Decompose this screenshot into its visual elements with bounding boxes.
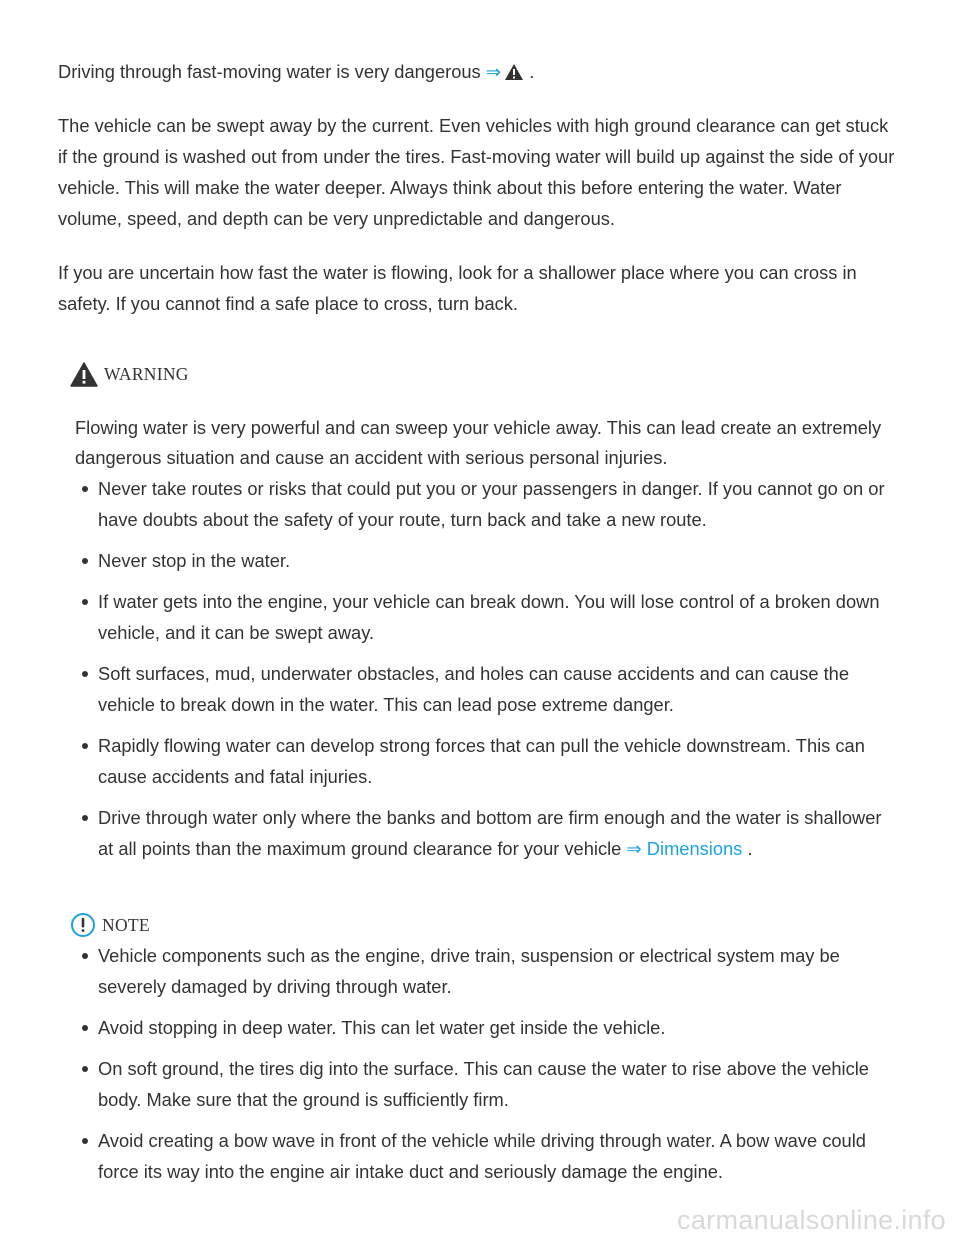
warning-heading-label: WARNING	[104, 363, 189, 384]
manual-page	[58, 56, 898, 1187]
warning-triangle-icon	[70, 362, 98, 387]
note-heading-label: NOTE	[102, 914, 150, 935]
list-item: On soft ground, the tires dig into the surface. This can cause the water to rise above the vehicle body. Make sure that the ground is sufficiently firm.	[70, 1053, 898, 1115]
list-item: If water gets into the engine, your vehicle can break down. You will lose control of a broken down vehicle, and it can be swept away.	[70, 586, 898, 648]
list-item: Avoid creating a bow wave in front of the vehicle while driving through water. A bow wave could force its way into the engine air intake duct and seriously damage the engine.	[70, 1125, 898, 1187]
paragraph-uncertain: If you are uncertain how fast the water is flowing, look for a shallower place where you can cross in safety. If you cannot find a safe place to cross, turn back.	[58, 262, 857, 314]
intro-line	[58, 56, 898, 87]
warning-triangle-icon	[504, 63, 524, 81]
watermark: carmanualsonline.info	[677, 1205, 946, 1235]
list-item: Never take routes or risks that could put you or your passengers in danger. If you cannot go on or have doubts about the safety of your route, turn back and take a new route.	[70, 473, 898, 535]
note-heading	[70, 910, 898, 940]
list-item: Soft surfaces, mud, underwater obstacles, and holes can cause accidents and can cause the vehicle to break down in the water. This can lead pose extreme danger.	[70, 658, 898, 720]
note-list	[70, 940, 898, 1187]
list-item: Never stop in the water.	[70, 545, 898, 576]
intro-line-text: Driving through fast-moving water is very dangerous	[58, 61, 486, 82]
paragraph-current: The vehicle can be swept away by the current. Even vehicles with high ground clearance can get stuck if the ground is washed out from under the tires. Fast-moving water will build up against the side of your vehicle. This will make the water deeper. Always think about this before entering the water. Water volume, speed, and depth can be very unpredictable and dangerous.	[58, 115, 895, 229]
list-item: Rapidly flowing water can develop strong forces that can pull the vehicle downstream. This can cause accidents and fatal injuries.	[70, 730, 898, 792]
list-item: Vehicle components such as the engine, drive train, suspension or electrical system may be severely damaged by driving through water.	[70, 940, 898, 1002]
list-item: Avoid stopping in deep water. This can let water get inside the vehicle.	[70, 1012, 898, 1043]
dimensions-link[interactable]: ⇒ Dimensions	[626, 838, 743, 859]
note-box	[58, 910, 898, 1187]
warning-list	[70, 473, 898, 864]
intro-line-end: .	[524, 61, 535, 82]
warning-box	[58, 359, 898, 864]
warning-reference-link[interactable]: ⇒	[486, 61, 524, 82]
warning-intro: Flowing water is very powerful and can sweep your vehicle away. This can lead create an extremely dangerous situation and cause an accident with serious personal injuries.	[75, 417, 882, 468]
list-item: Drive through water only where the banks and bottom are firm enough and the water is shallower at all points than the maximum ground clearance for your vehicle ⇒ Dimensions .	[70, 802, 898, 864]
exclamation-circle-icon	[70, 912, 96, 938]
warning-heading	[70, 359, 898, 389]
